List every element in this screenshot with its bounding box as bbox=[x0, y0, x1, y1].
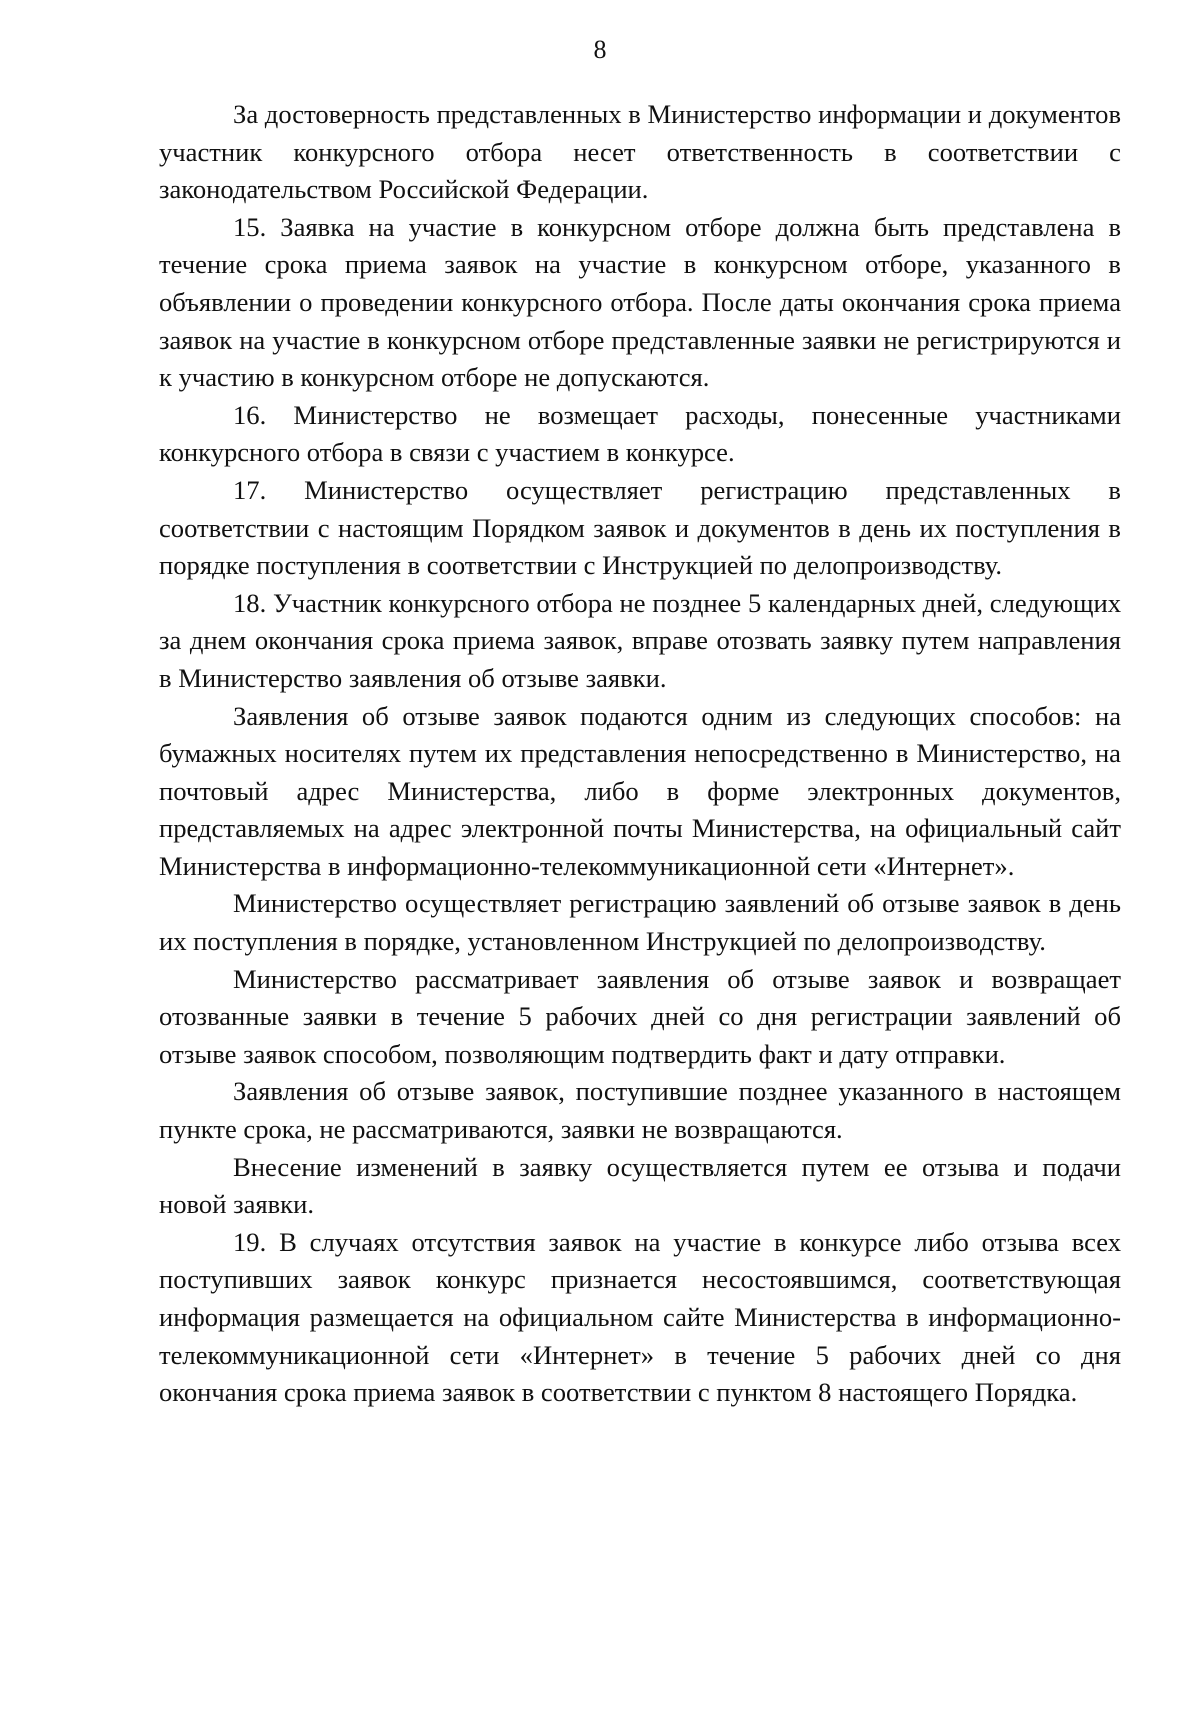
paragraph-withdrawal-registration: Министерство осуществляет регистрацию заявлений об отзыве заявок в день их поступления в порядке, установленном Инструкцией по делопроизводству. bbox=[159, 888, 1121, 957]
paragraph-withdrawal-methods: Заявления об отзыве заявок подаются одним из следующих способов: на бумажных носителях путем их представления непосредственно в Министерство, на почтовый адрес Министерства, либо в форме электронных документов, представляемых на адрес электронной почты Министерства, на официальный сайт Министерства в информационно-телекоммуникационной сети «Интернет». bbox=[159, 700, 1121, 881]
page-number: 8 bbox=[593, 35, 607, 64]
paragraph-item-15: 15. Заявка на участие в конкурсном отборе должна быть представлена в течение срока приема заявок на участие в конкурсном отборе, указанного в объявлении о проведении конкурсного отбора. После даты окончания срока приема заявок на участие в конкурсном отборе представленные заявки не регистрируются и к участию в конкурсном отборе не допускаются. bbox=[159, 211, 1121, 393]
paragraph-withdrawal-review: Министерство рассматривает заявления об отзыве заявок и возвращает отозванные заявки в течение 5 рабочих дней со дня регистрации заявлений об отзыве заявок способом, позволяющим подтвердить факт и дату отправки. bbox=[159, 963, 1121, 1069]
paragraph-item-16: 16. Министерство не возмещает расходы, понесенные участниками конкурсного отбора в связи с участием в конкурсе. bbox=[159, 399, 1121, 468]
paragraph-item-18: 18. Участник конкурсного отбора не позднее 5 календарных дней, следующих за днем окончания срока приема заявок, вправе отозвать заявку путем направления в Министерство заявления об отзыве заявки. bbox=[159, 587, 1121, 693]
paragraph-late-withdrawal: Заявления об отзыве заявок, поступившие позднее указанного в настоящем пункте срока, не рассматриваются, заявки не возвращаются. bbox=[159, 1076, 1121, 1145]
paragraph-item-17: 17. Министерство осуществляет регистрацию представленных в соответствии с настоящим Порядком заявок и документов в день их поступления в порядке поступления в соответствии с Инструкцией по делопроизводству. bbox=[159, 474, 1121, 581]
paragraph-amendments: Внесение изменений в заявку осуществляется путем ее отзыва и подачи новой заявки. bbox=[159, 1151, 1121, 1220]
paragraph-item-19: 19. В случаях отсутствия заявок на участие в конкурсе либо отзыва всех поступивших заявок конкурс признается несостоявшимся, соответствующая информация размещается на официальном сайте Министерства в информационно-телекоммуникационной сети «Интернет» в течение 5 рабочих дней со дня окончания срока приема заявок в соответствии с пунктом 8 настоящего Порядка. bbox=[159, 1226, 1121, 1408]
document-body bbox=[159, 96, 1121, 1412]
paragraph-responsibility: За достоверность представленных в Министерство информации и документов участник конкурсного отбора несет ответственность в соответствии с законодательством Российской Федерации. bbox=[159, 99, 1121, 205]
